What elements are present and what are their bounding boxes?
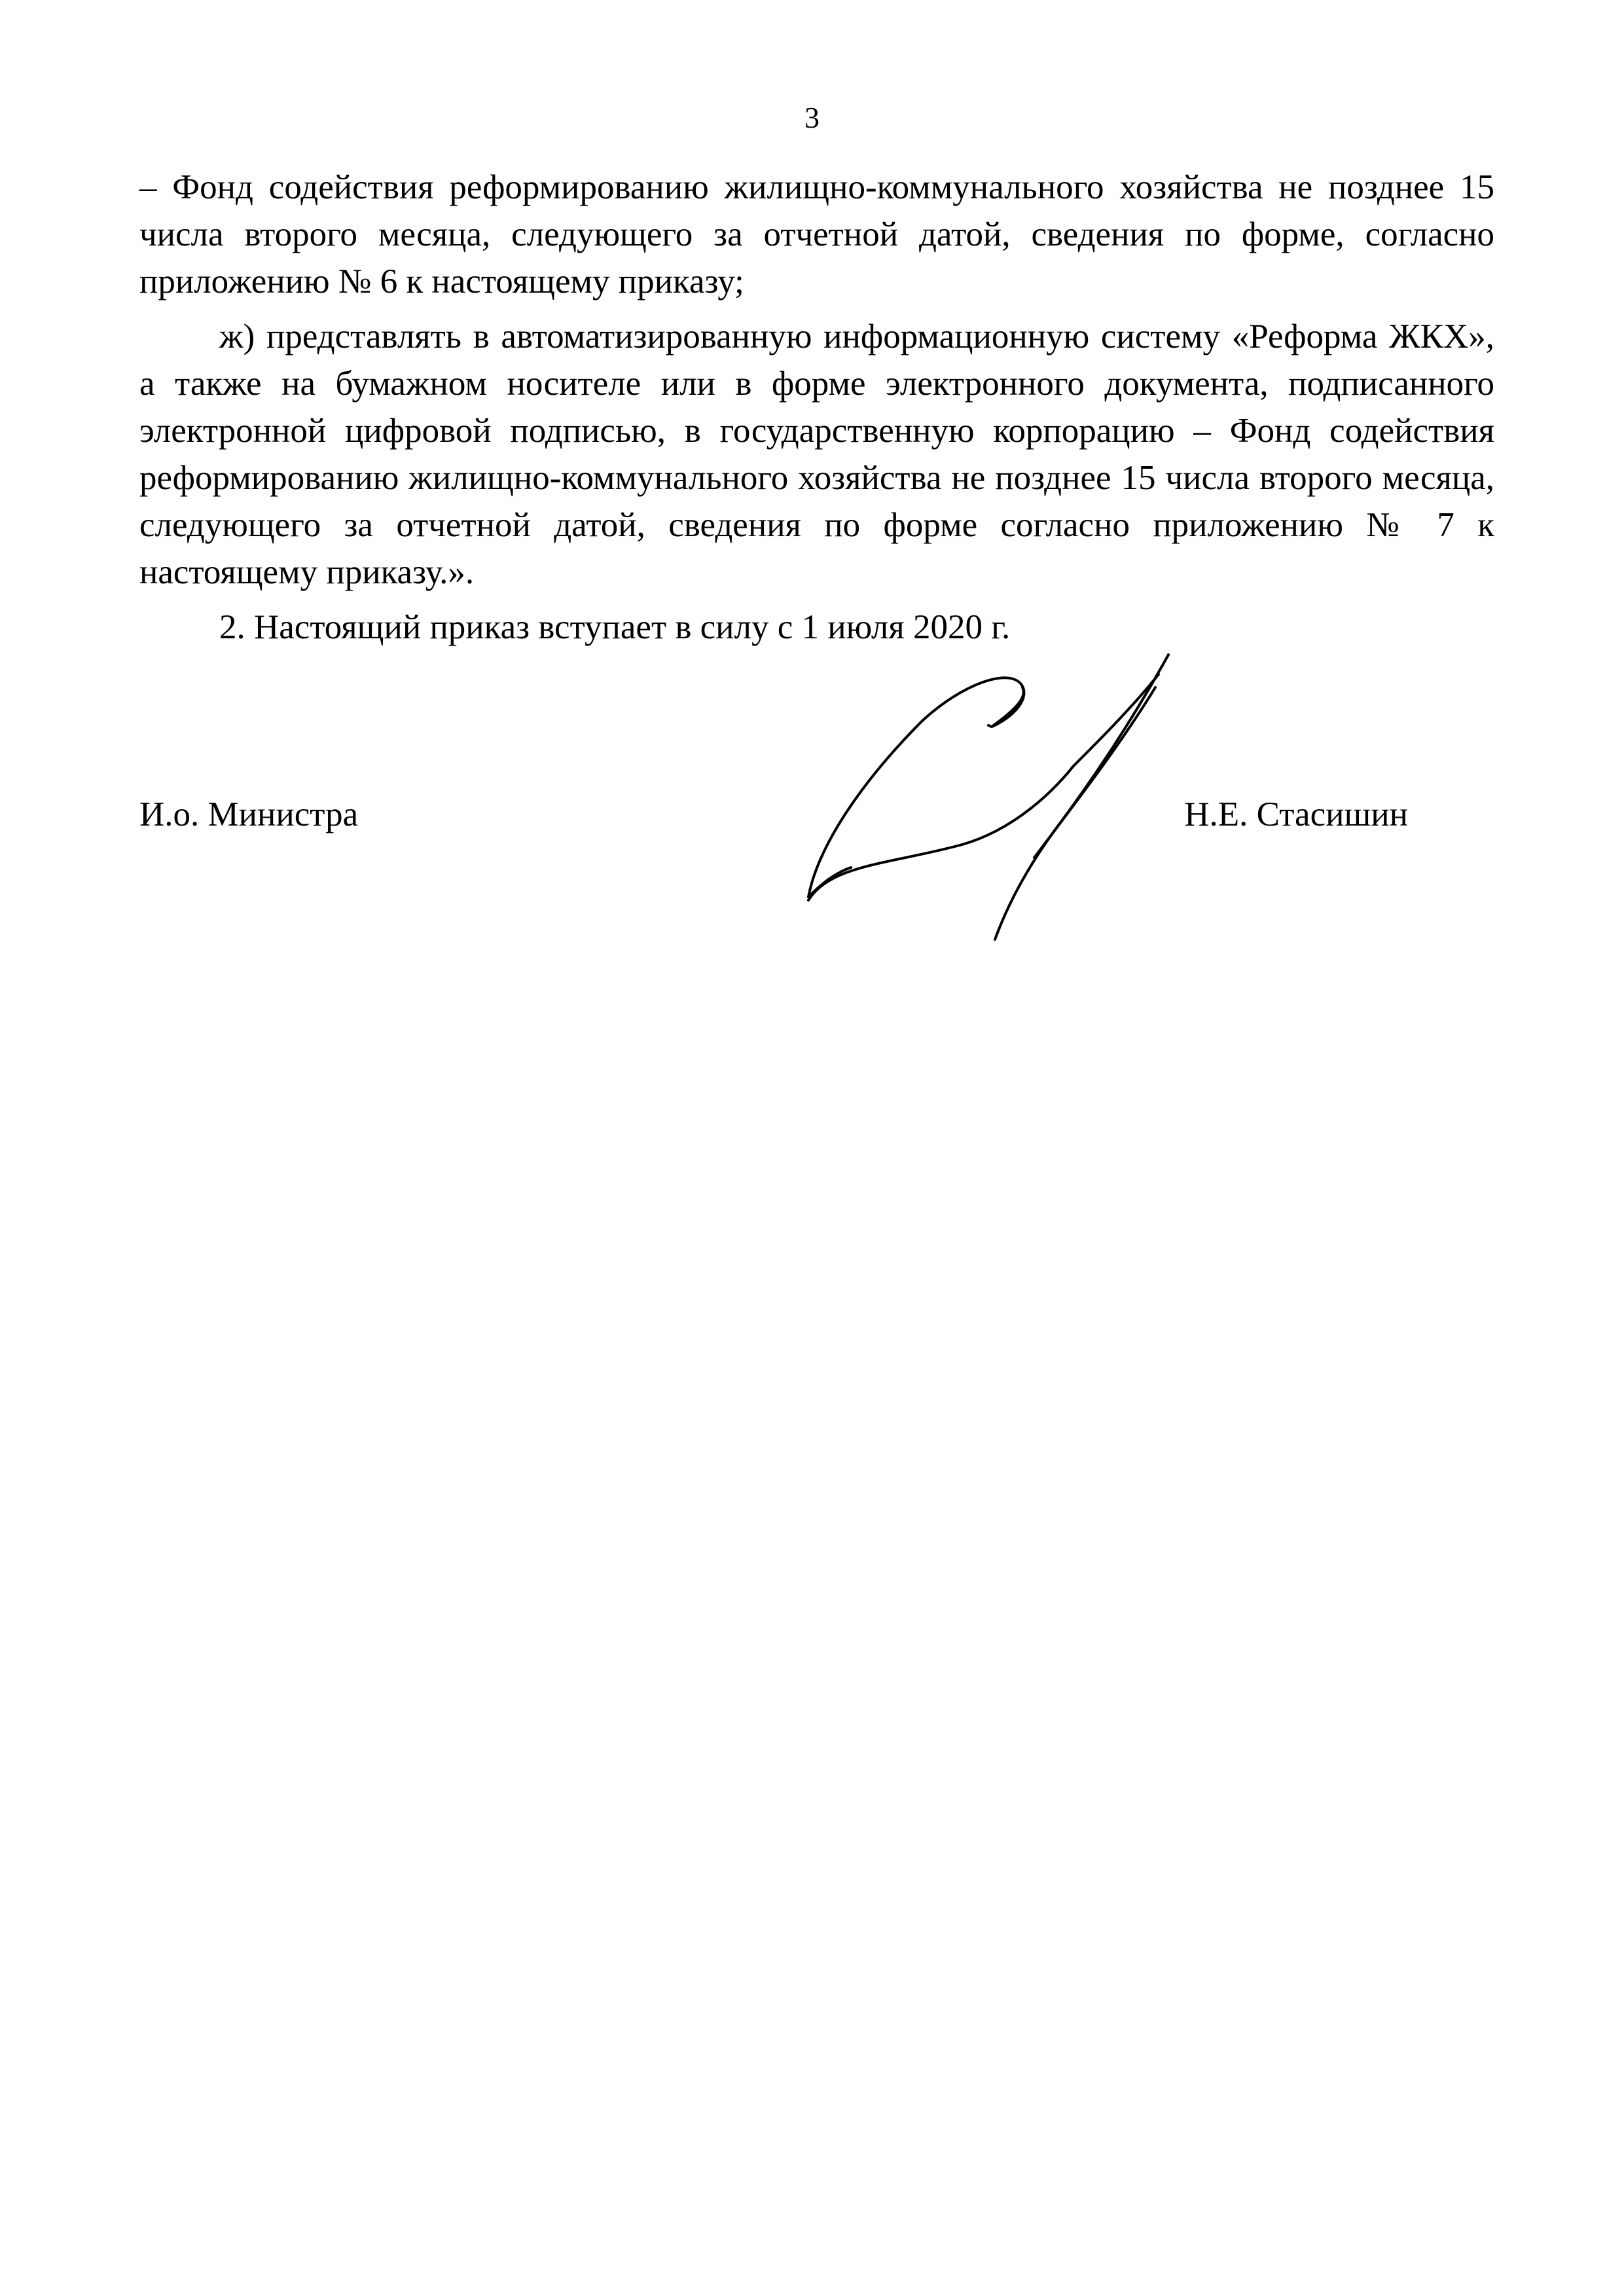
paragraph-item-zh: ж) представлять в автоматизированную информационную систему «Реформа ЖКХ», а также на бумажном носителе или в форме электронного документа, подписанного электронной цифровой подписью, в государственную корпорацию – Фонд содействия реформированию жилищно-коммунального хозяйства не позднее 15 числа второго месяца, следующего за отчетной датой, сведения по форме согласно приложению № 7 к настоящему приказу.». [139, 318, 1494, 591]
signature-block [139, 791, 1494, 838]
paragraph-effective-date: 2. Настоящий приказ вступает в силу с 1 июля 2020 г. [219, 608, 1011, 646]
paragraph-fund-item-e: – Фонд содействия реформированию жилищно-коммунального хозяйства не позднее 15 числа второго месяца, следующего за отчетной датой, сведения по форме, согласно приложению № 6 к настоящему приказу; [139, 168, 1494, 301]
signer-title: И.о. Министра [139, 795, 359, 833]
document-body [139, 164, 1494, 651]
page-number: 3 [804, 101, 820, 134]
signer-name: Н.Е. Стасишин [1184, 795, 1408, 833]
